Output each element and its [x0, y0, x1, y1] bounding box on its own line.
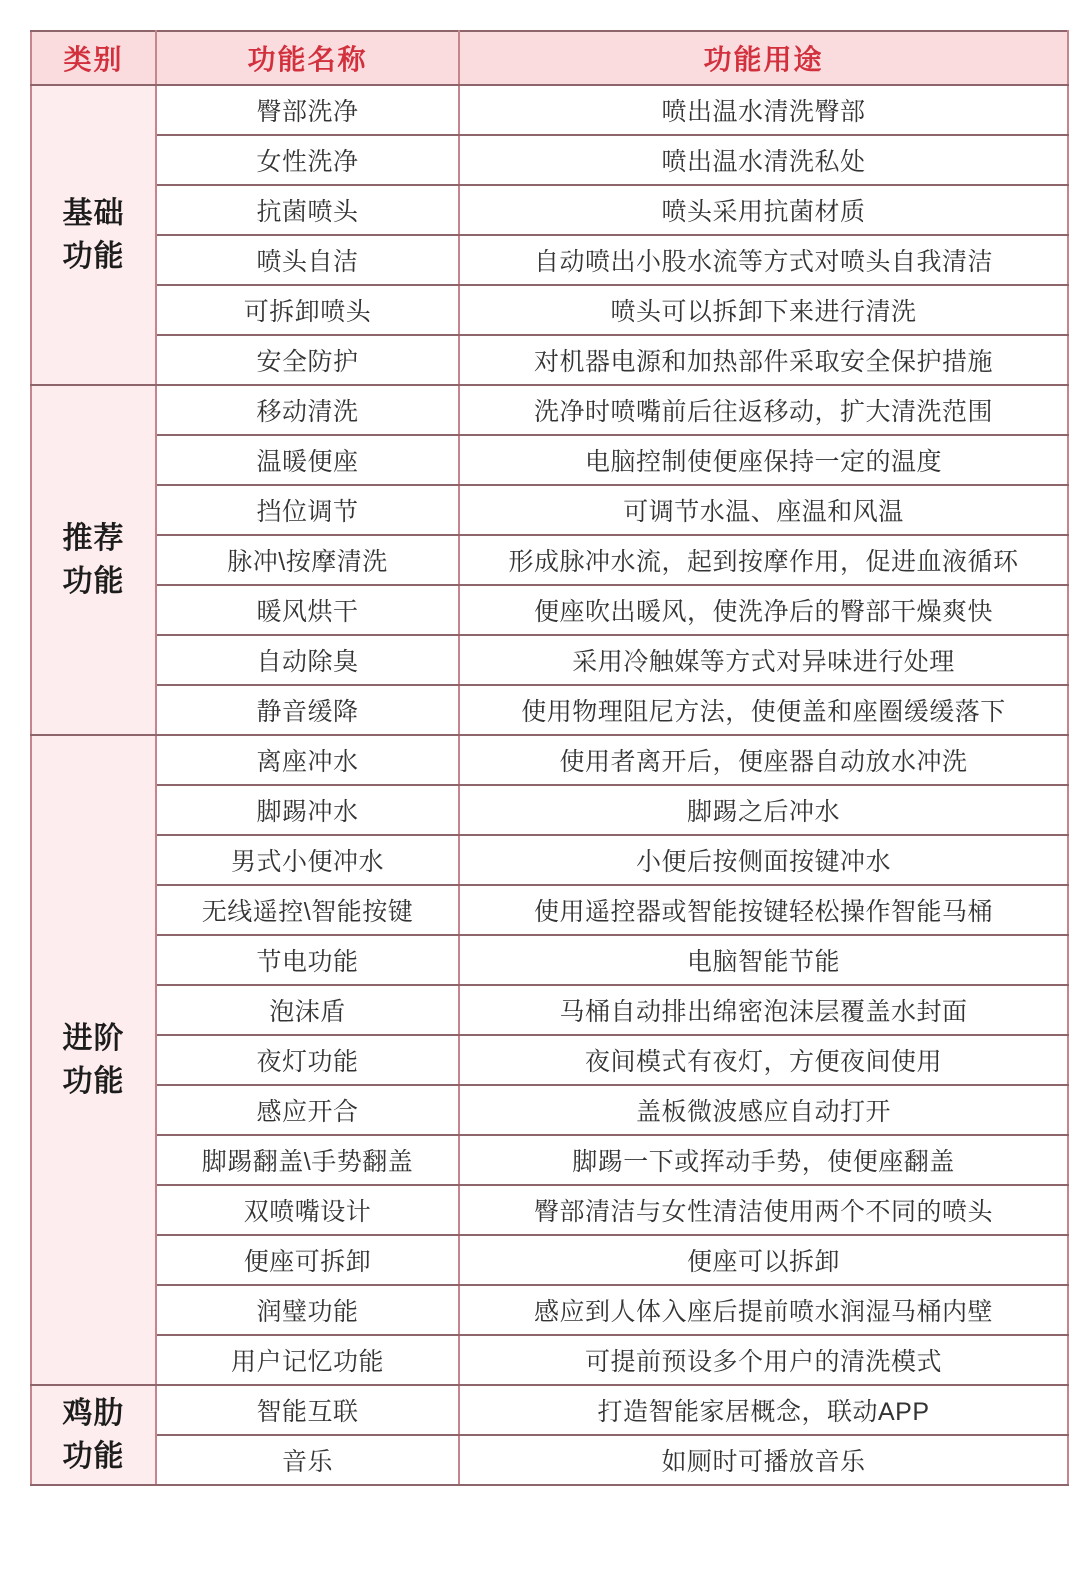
table-row: [31, 285, 1068, 335]
table-header: [31, 31, 1068, 85]
function-name-cell: 温暖便座: [156, 435, 459, 485]
function-purpose-cell: 感应到人体入座后提前喷水润湿马桶内壁: [459, 1285, 1068, 1335]
table-row: [31, 835, 1068, 885]
function-purpose-cell: 对机器电源和加热部件采取安全保护措施: [459, 335, 1068, 385]
function-purpose-cell: 脚踢一下或挥动手势，使便座翻盖: [459, 1135, 1068, 1185]
function-purpose-cell: 电脑智能节能: [459, 935, 1068, 985]
table-row: [31, 85, 1068, 135]
function-name-cell: 暖风烘干: [156, 585, 459, 635]
table-row: [31, 235, 1068, 285]
function-name-cell: 女性洗净: [156, 135, 459, 185]
function-name-cell: 男式小便冲水: [156, 835, 459, 885]
category-cell: 推荐功能: [31, 385, 156, 735]
function-purpose-cell: 自动喷出小股水流等方式对喷头自我清洁: [459, 235, 1068, 285]
table-row: [31, 1285, 1068, 1335]
function-name-cell: 静音缓降: [156, 685, 459, 735]
table-row: [31, 1435, 1068, 1485]
function-name-cell: 脚踢翻盖\手势翻盖: [156, 1135, 459, 1185]
table-row: [31, 1385, 1068, 1435]
function-name-cell: 夜灯功能: [156, 1035, 459, 1085]
function-name-cell: 脚踢冲水: [156, 785, 459, 835]
function-purpose-cell: 采用冷触媒等方式对异味进行处理: [459, 635, 1068, 685]
function-purpose-cell: 如厕时可播放音乐: [459, 1435, 1068, 1485]
function-name-cell: 润璧功能: [156, 1285, 459, 1335]
function-purpose-cell: 盖板微波感应自动打开: [459, 1085, 1068, 1135]
table-row: [31, 935, 1068, 985]
function-name-cell: 自动除臭: [156, 635, 459, 685]
function-name-cell: 离座冲水: [156, 735, 459, 785]
table-row: [31, 1335, 1068, 1385]
table-row: [31, 685, 1068, 735]
function-name-cell: 挡位调节: [156, 485, 459, 535]
function-name-cell: 用户记忆功能: [156, 1335, 459, 1385]
function-purpose-cell: 脚踢之后冲水: [459, 785, 1068, 835]
function-name-cell: 感应开合: [156, 1085, 459, 1135]
table-row: [31, 485, 1068, 535]
function-name-cell: 便座可拆卸: [156, 1235, 459, 1285]
function-purpose-cell: 喷头采用抗菌材质: [459, 185, 1068, 235]
table-row: [31, 335, 1068, 385]
function-purpose-cell: 形成脉冲水流，起到按摩作用，促进血液循环: [459, 535, 1068, 585]
function-purpose-cell: 可提前预设多个用户的清洗模式: [459, 1335, 1068, 1385]
toilet-features-table: [30, 30, 1069, 1486]
category-cell: 基础功能: [31, 85, 156, 385]
table-row: [31, 735, 1068, 785]
table-row: [31, 985, 1068, 1035]
table-row: [31, 1135, 1068, 1185]
header-row: [31, 31, 1068, 85]
function-name-cell: 无线遥控\智能按键: [156, 885, 459, 935]
table-row: [31, 535, 1068, 585]
function-purpose-cell: 便座吹出暖风，使洗净后的臀部干燥爽快: [459, 585, 1068, 635]
function-purpose-cell: 使用遥控器或智能按键轻松操作智能马桶: [459, 885, 1068, 935]
function-purpose-cell: 喷头可以拆卸下来进行清洗: [459, 285, 1068, 335]
table-row: [31, 1035, 1068, 1085]
function-purpose-cell: 电脑控制使便座保持一定的温度: [459, 435, 1068, 485]
function-name-cell: 抗菌喷头: [156, 185, 459, 235]
table-row: [31, 635, 1068, 685]
table-row: [31, 1185, 1068, 1235]
function-name-cell: 喷头自洁: [156, 235, 459, 285]
function-name-cell: 节电功能: [156, 935, 459, 985]
function-name-cell: 脉冲\按摩清洗: [156, 535, 459, 585]
table-row: [31, 1235, 1068, 1285]
category-cell: 鸡肋功能: [31, 1385, 156, 1485]
function-purpose-cell: 小便后按侧面按键冲水: [459, 835, 1068, 885]
function-name-cell: 可拆卸喷头: [156, 285, 459, 335]
table-body: [31, 85, 1068, 1485]
function-name-cell: 臀部洗净: [156, 85, 459, 135]
function-name-cell: 双喷嘴设计: [156, 1185, 459, 1235]
function-name-cell: 智能互联: [156, 1385, 459, 1435]
table-row: [31, 385, 1068, 435]
function-purpose-cell: 夜间模式有夜灯，方便夜间使用: [459, 1035, 1068, 1085]
table-row: [31, 785, 1068, 835]
function-purpose-cell: 臀部清洁与女性清洁使用两个不同的喷头: [459, 1185, 1068, 1235]
header-function-purpose: 功能用途: [459, 31, 1068, 85]
function-purpose-cell: 马桶自动排出绵密泡沫层覆盖水封面: [459, 985, 1068, 1035]
function-purpose-cell: 使用者离开后，便座器自动放水冲洗: [459, 735, 1068, 785]
table-row: [31, 585, 1068, 635]
function-name-cell: 移动清洗: [156, 385, 459, 435]
category-cell: 进阶功能: [31, 735, 156, 1385]
function-purpose-cell: 打造智能家居概念，联动APP: [459, 1385, 1068, 1435]
function-purpose-cell: 使用物理阻尼方法，使便盖和座圈缓缓落下: [459, 685, 1068, 735]
function-purpose-cell: 洗净时喷嘴前后往返移动，扩大清洗范围: [459, 385, 1068, 435]
table-row: [31, 885, 1068, 935]
header-category: 类别: [31, 31, 156, 85]
function-name-cell: 安全防护: [156, 335, 459, 385]
header-function-name: 功能名称: [156, 31, 459, 85]
table-row: [31, 435, 1068, 485]
function-purpose-cell: 可调节水温、座温和风温: [459, 485, 1068, 535]
function-name-cell: 泡沫盾: [156, 985, 459, 1035]
table-row: [31, 135, 1068, 185]
function-name-cell: 音乐: [156, 1435, 459, 1485]
table-row: [31, 1085, 1068, 1135]
function-purpose-cell: 便座可以拆卸: [459, 1235, 1068, 1285]
function-purpose-cell: 喷出温水清洗私处: [459, 135, 1068, 185]
function-purpose-cell: 喷出温水清洗臀部: [459, 85, 1068, 135]
table-row: [31, 185, 1068, 235]
